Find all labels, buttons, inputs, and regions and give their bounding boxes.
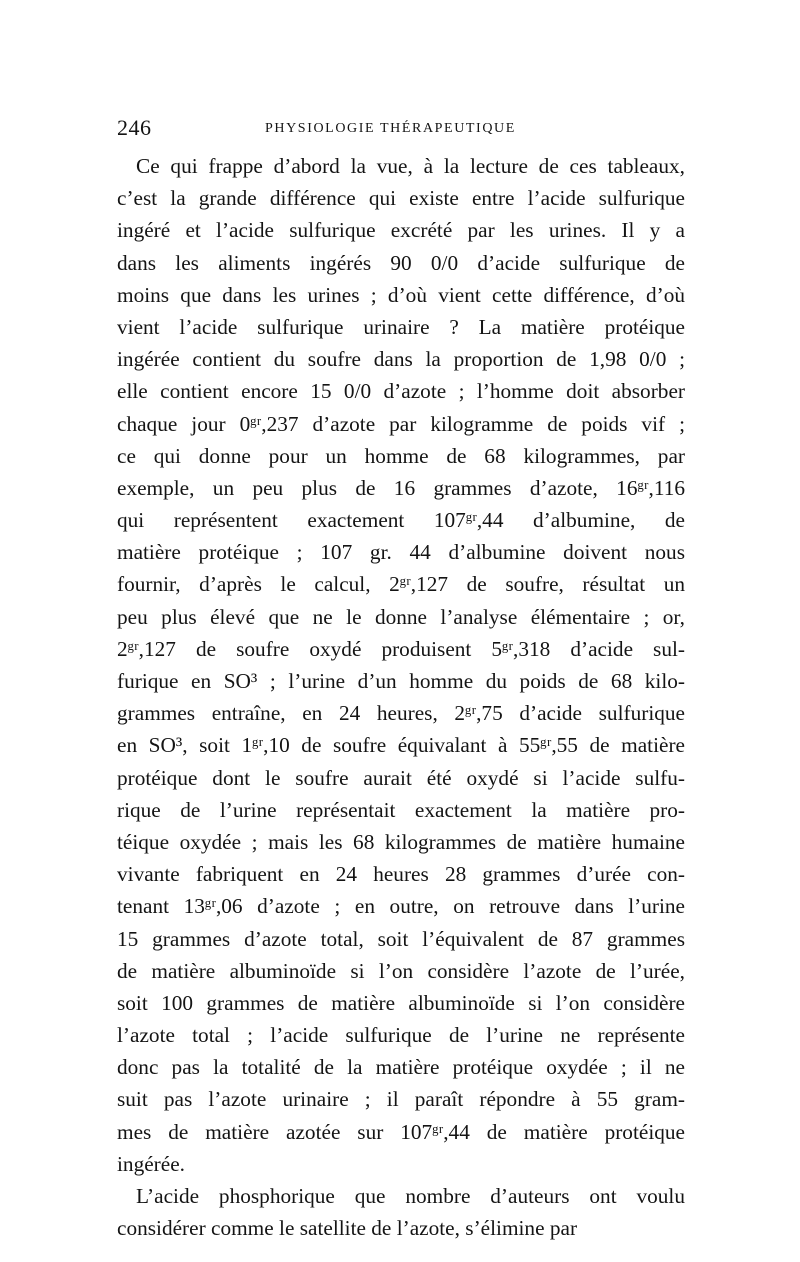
- text-line: mes de matière azotée sur 107ᵍʳ,44 de matière protéique: [117, 1119, 685, 1144]
- text-line: 15 grammes d’azote total, soit l’équivalent de 87 grammes: [117, 926, 685, 951]
- text-line: donc pas la totalité de la matière protéique oxydée ; il ne: [117, 1055, 685, 1080]
- text-line: téique oxydée ; mais les 68 kilogrammes de matière humaine: [117, 829, 685, 854]
- running-head: [117, 114, 685, 146]
- text-line: elle contient encore 15 0/0 d’azote ; l’homme doit absorber: [117, 379, 685, 404]
- text-line: suit pas l’azote urinaire ; il paraît répondre à 55 gram-: [117, 1087, 685, 1112]
- text-line: vivante fabriquent en 24 heures 28 grammes d’urée con-: [117, 862, 685, 887]
- text-line: chaque jour 0ᵍʳ,237 d’azote par kilogramme de poids vif ;: [117, 411, 685, 436]
- paragraph: [117, 1180, 685, 1244]
- text-line: dans les aliments ingérés 90 0/0 d’acide sulfurique de: [117, 250, 685, 275]
- body-text: [117, 150, 685, 1244]
- running-title: PHYSIOLOGIE THÉRAPEUTIQUE: [265, 121, 516, 136]
- text-line: vient l’acide sulfurique urinaire ? La matière protéique: [117, 314, 685, 339]
- text-line: l’azote total ; l’acide sulfurique de l’urine ne représente: [117, 1023, 685, 1048]
- text-line: L’acide phosphorique que nombre d’auteurs ont voulu: [136, 1184, 685, 1208]
- page-number: 246: [117, 115, 152, 140]
- text-line: furique en SO³ ; l’urine d’un homme du poids de 68 kilo-: [117, 669, 685, 693]
- text-line: exemple, un peu plus de 16 grammes d’azote, 16ᵍʳ,116: [117, 475, 685, 500]
- text-line: considérer comme le satellite de l’azote, s’élimine par: [117, 1216, 578, 1241]
- paragraph: [117, 150, 685, 1180]
- text-line: ingérée contient du soufre dans la proportion de 1,98 0/0 ;: [117, 347, 685, 372]
- text-line: moins que dans les urines ; d’où vient cette différence, d’où: [117, 282, 685, 307]
- text-line: Ce qui frappe d’abord la vue, à la lecture de ces tableaux,: [136, 154, 685, 178]
- text-line: ce qui donne pour un homme de 68 kilogrammes, par: [117, 443, 685, 468]
- text-line: ingéré et l’acide sulfurique excrété par les urines. Il y a: [117, 218, 685, 243]
- text-line: fournir, d’après le calcul, 2ᵍʳ,127 de soufre, résultat un: [117, 572, 685, 597]
- paragraphs: [117, 150, 685, 1244]
- text-line: matière protéique ; 107 gr. 44 d’albumine doivent nous: [117, 540, 685, 565]
- text-line: qui représentent exactement 107ᵍʳ,44 d’albumine, de: [117, 508, 685, 533]
- text-line: 2ᵍʳ,127 de soufre oxydé produisent 5ᵍʳ,318 d’acide sul-: [117, 636, 685, 661]
- text-line: grammes entraîne, en 24 heures, 2ᵍʳ,75 d’acide sulfurique: [117, 701, 685, 726]
- text-line: tenant 13ᵍʳ,06 d’azote ; en outre, on retrouve dans l’urine: [117, 894, 685, 919]
- text-line: soit 100 grammes de matière albuminoïde si l’on considère: [117, 990, 685, 1015]
- text-line: de matière albuminoïde si l’on considère l’azote de l’urée,: [117, 958, 685, 983]
- text-line: en SO³, soit 1ᵍʳ,10 de soufre équivalant à 55ᵍʳ,55 de matière: [117, 733, 685, 758]
- text-line: c’est la grande différence qui existe entre l’acide sulfurique: [117, 186, 685, 211]
- text-line: rique de l’urine représentait exactement la matière pro-: [117, 797, 685, 822]
- text-line: protéique dont le soufre aurait été oxydé si l’acide sulfu-: [117, 765, 685, 790]
- text-line: ingérée.: [117, 1151, 185, 1176]
- text-line: peu plus élevé que ne le donne l’analyse élémentaire ; or,: [117, 604, 685, 629]
